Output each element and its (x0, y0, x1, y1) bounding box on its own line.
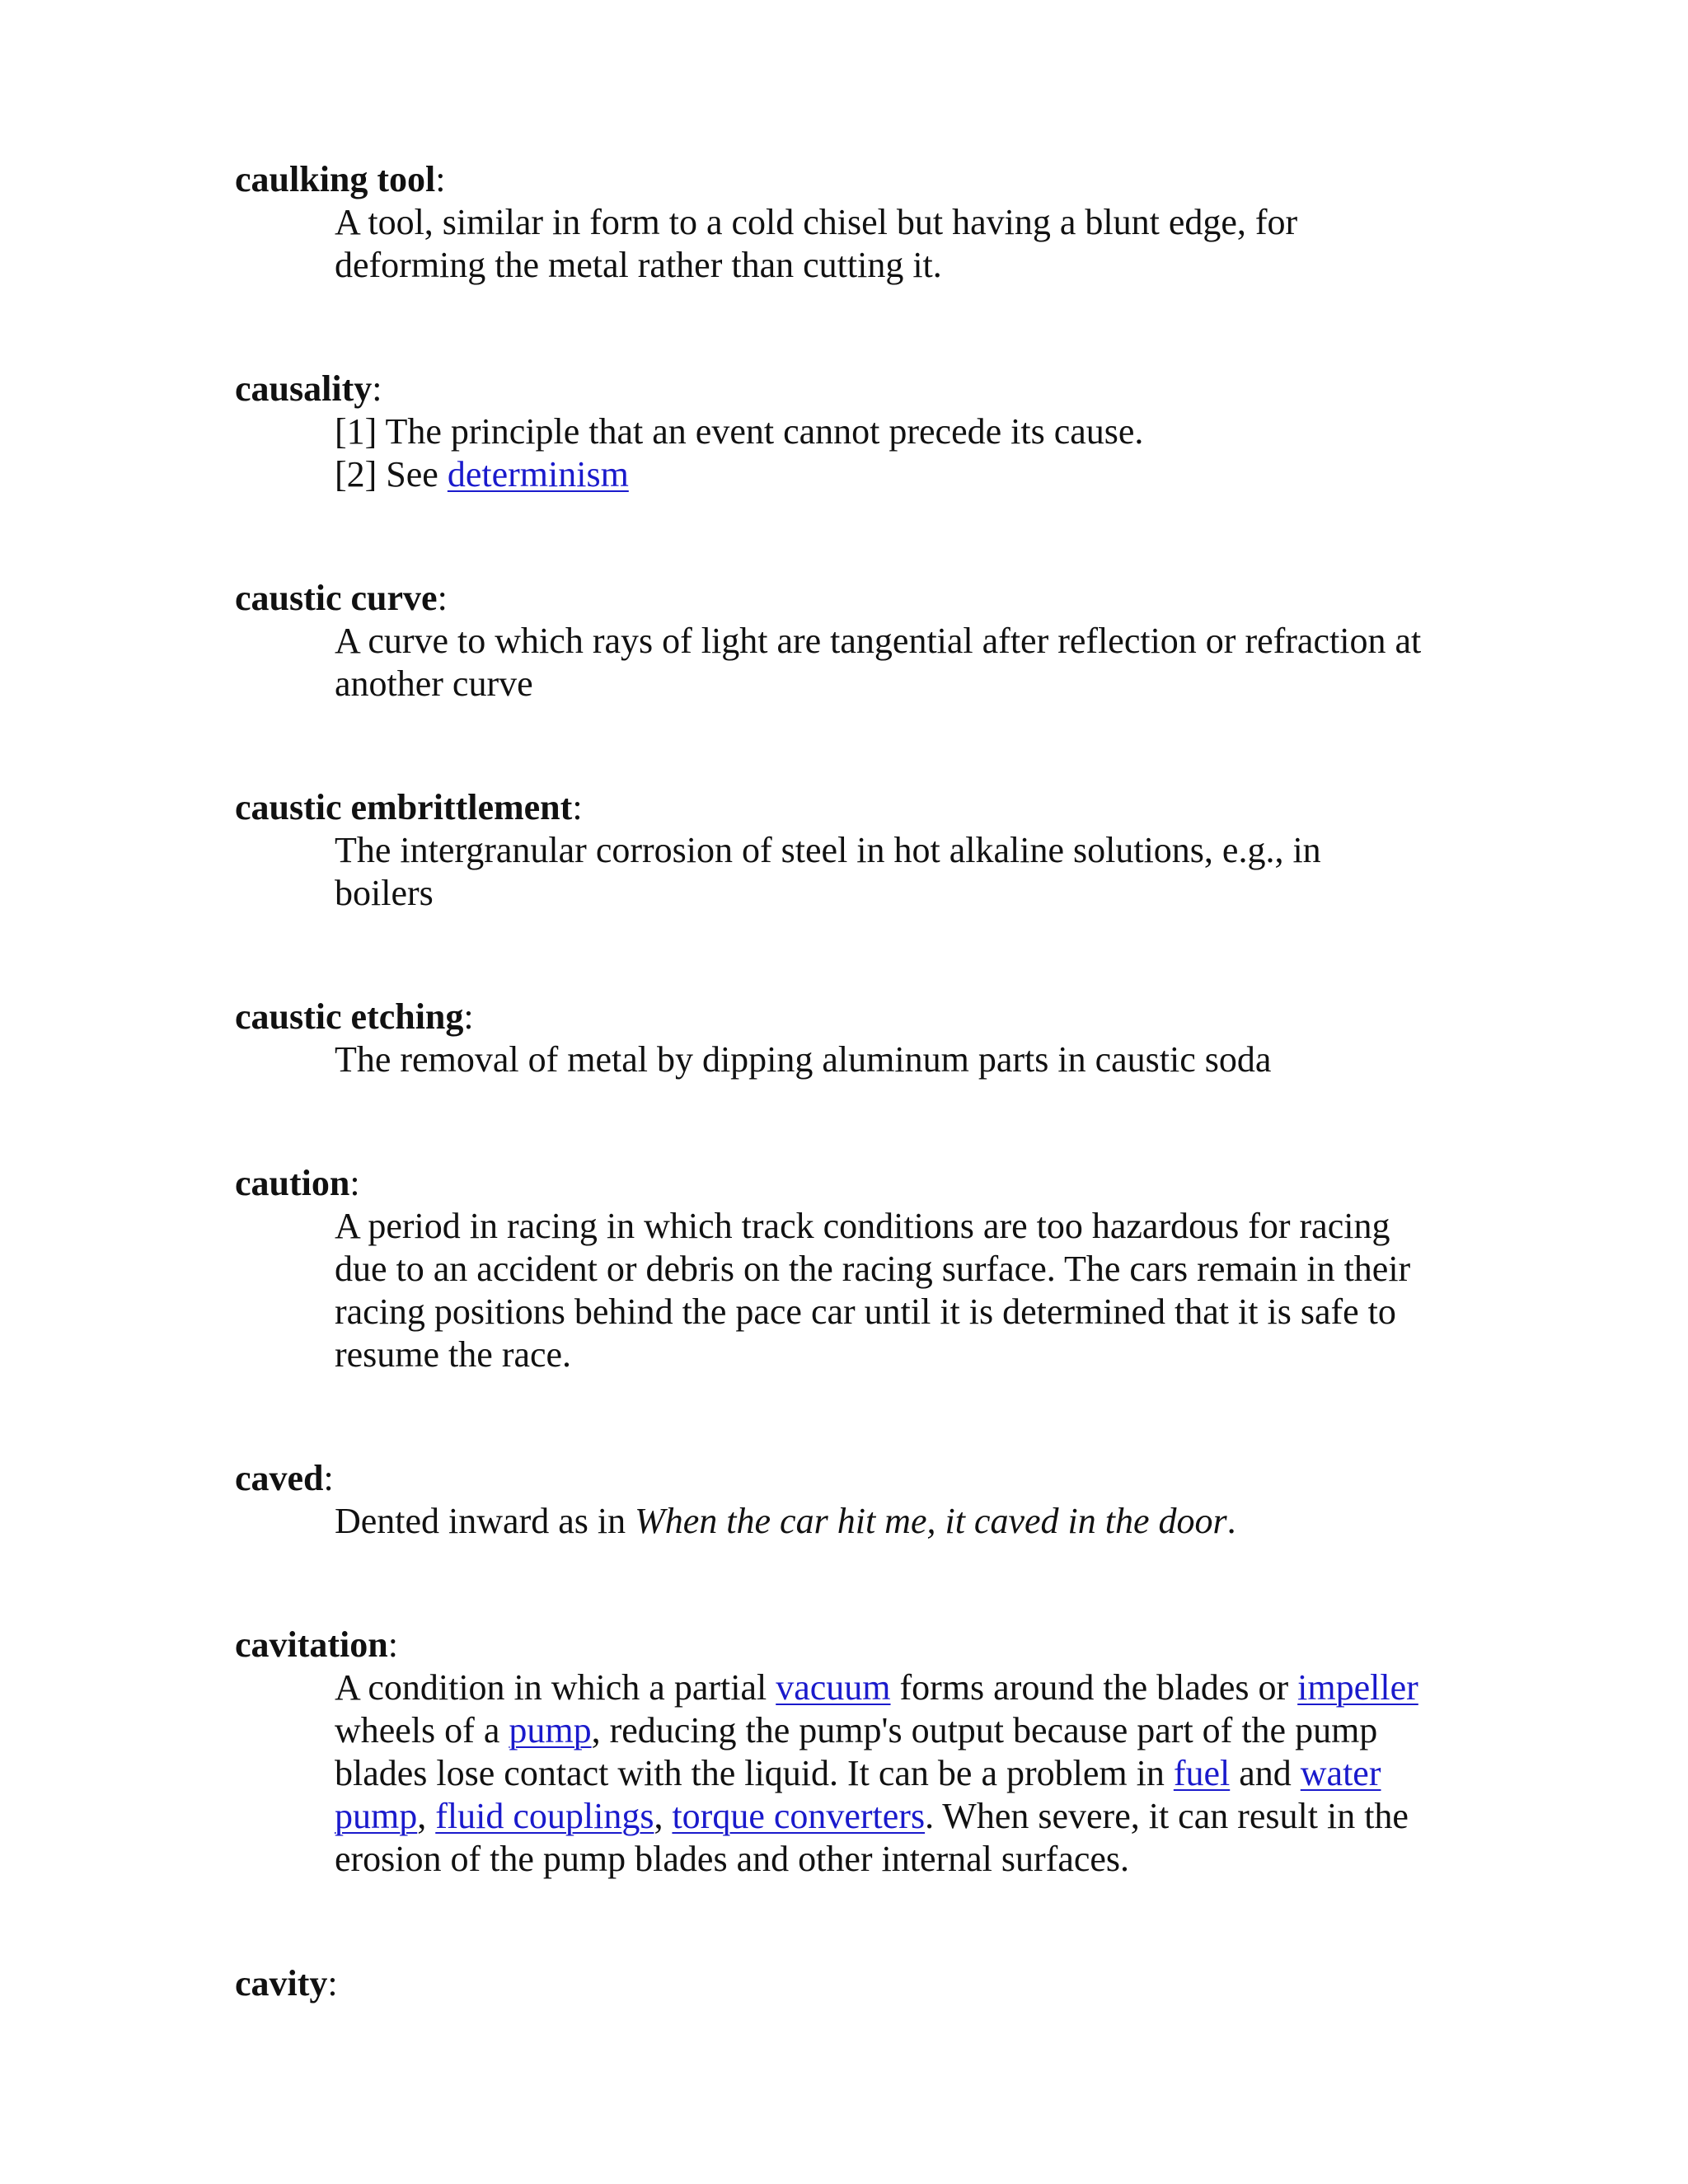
term-separator: : (327, 1963, 338, 2004)
definition-text: deforming the metal rather than cutting it. (335, 245, 942, 285)
term-separator: : (387, 1624, 398, 1665)
definition-text: erosion of the pump blades and other internal surfaces. (335, 1839, 1130, 1879)
definition-line (335, 410, 1489, 453)
definition (335, 1666, 1489, 1881)
definition-text: forms around the blades or (890, 1667, 1298, 1708)
definition-text: wheels of a (335, 1710, 509, 1750)
definition-text: Dented inward as in (335, 1501, 635, 1541)
definition-line (335, 620, 1489, 663)
glossary-entry (235, 158, 1471, 287)
definition-line (335, 1752, 1489, 1795)
term-name: caustic embrittlement (235, 787, 573, 827)
definition-text: resume the race. (335, 1334, 572, 1375)
definition-line (335, 1038, 1489, 1081)
definition-line (335, 1333, 1489, 1376)
definition-line (335, 829, 1489, 872)
definition-text: due to an accident or debris on the racing surface. The cars remain in their (335, 1249, 1411, 1289)
definition-text: , (417, 1796, 436, 1836)
definition (335, 410, 1489, 496)
glossary-entry (235, 368, 1471, 496)
definition-text: another curve (335, 663, 533, 704)
term-separator: : (349, 1163, 360, 1203)
term-separator: : (437, 578, 448, 618)
glossary-entry (235, 1624, 1471, 1881)
glossary-entry (235, 996, 1471, 1081)
cross-reference-link[interactable]: pump (335, 1796, 418, 1836)
definition-text: A period in racing in which track conditions are too hazardous for racing (335, 1206, 1390, 1246)
term-name: caulking tool (235, 159, 436, 199)
term-heading (235, 368, 1471, 410)
term-name: caustic curve (235, 578, 438, 618)
definition-line (335, 201, 1489, 244)
term-separator: : (463, 996, 474, 1037)
cross-reference-link[interactable]: determinism (447, 454, 629, 494)
definition-line (335, 1666, 1489, 1709)
term-name: cavitation (235, 1624, 388, 1665)
term-name: caution (235, 1163, 350, 1203)
cross-reference-link[interactable]: fuel (1173, 1753, 1231, 1793)
definition (335, 201, 1489, 287)
definition-text: The intergranular corrosion of steel in hot alkaline solutions, e.g., in (335, 830, 1321, 870)
cross-reference-link[interactable]: fluid couplings (435, 1796, 654, 1836)
term-heading (235, 158, 1471, 201)
definition (335, 1500, 1489, 1543)
glossary-entry (235, 577, 1471, 705)
term-separator: : (572, 787, 583, 827)
definition (335, 1205, 1489, 1376)
definition-text: A condition in which a partial (335, 1667, 776, 1708)
term-heading (235, 1624, 1471, 1666)
definition-line (335, 244, 1489, 287)
term-name: caved (235, 1458, 324, 1498)
term-heading (235, 577, 1471, 620)
definition-text: . When severe, it can result in the (925, 1796, 1409, 1836)
definition-line (335, 1838, 1489, 1881)
term-heading (235, 1962, 1471, 2005)
definition-line (335, 1248, 1489, 1291)
cross-reference-link[interactable]: impeller (1297, 1667, 1418, 1708)
definition-text: [1] The principle that an event cannot precede its cause. (335, 411, 1144, 452)
definition (335, 620, 1489, 705)
definition-text: blades lose contact with the liquid. It can be a problem in (335, 1753, 1174, 1793)
cross-reference-link[interactable]: vacuum (776, 1667, 891, 1708)
definition-text: and (1230, 1753, 1301, 1793)
definition-text: The removal of metal by dipping aluminum parts in caustic soda (335, 1039, 1272, 1080)
definition-line (335, 872, 1489, 915)
definition-text: boilers (335, 873, 434, 913)
usage-example: When the car hit me, it caved in the door (635, 1501, 1227, 1541)
definition-text: , reducing the pump's output because part of the pump (591, 1710, 1378, 1750)
term-heading (235, 786, 1471, 829)
definition-text: A tool, similar in form to a cold chisel but having a blunt edge, for (335, 202, 1298, 242)
term-name: cavity (235, 1963, 328, 2004)
definition (335, 1038, 1489, 1081)
cross-reference-link[interactable]: water (1300, 1753, 1381, 1793)
definition-text: racing positions behind the pace car until it is determined that it is safe to (335, 1291, 1396, 1332)
term-separator: : (372, 368, 382, 409)
definition-text: [2] See (335, 454, 448, 494)
definition-line (335, 1291, 1489, 1333)
glossary-entry (235, 1457, 1471, 1543)
definition-line (335, 1205, 1489, 1248)
definition-line (335, 1709, 1489, 1752)
term-heading (235, 996, 1471, 1038)
term-heading (235, 1457, 1471, 1500)
term-name: caustic etching (235, 996, 464, 1037)
term-separator: : (323, 1458, 334, 1498)
definition-line (335, 1500, 1489, 1543)
definition-text: . (1226, 1501, 1236, 1541)
definition-text: A curve to which rays of light are tangential after reflection or refraction at (335, 621, 1422, 661)
term-separator: : (435, 159, 446, 199)
definition-line (335, 663, 1489, 705)
term-name: causality (235, 368, 373, 409)
cross-reference-link[interactable]: pump (509, 1710, 592, 1750)
glossary-entry (235, 1162, 1471, 1376)
glossary-entry (235, 786, 1471, 915)
glossary-entry (235, 1962, 1471, 2005)
cross-reference-link[interactable]: torque converters (672, 1796, 926, 1836)
definition-line (335, 1795, 1489, 1838)
definition-line (335, 453, 1489, 496)
term-heading (235, 1162, 1471, 1205)
definition-text: , (654, 1796, 673, 1836)
definition (335, 829, 1489, 915)
